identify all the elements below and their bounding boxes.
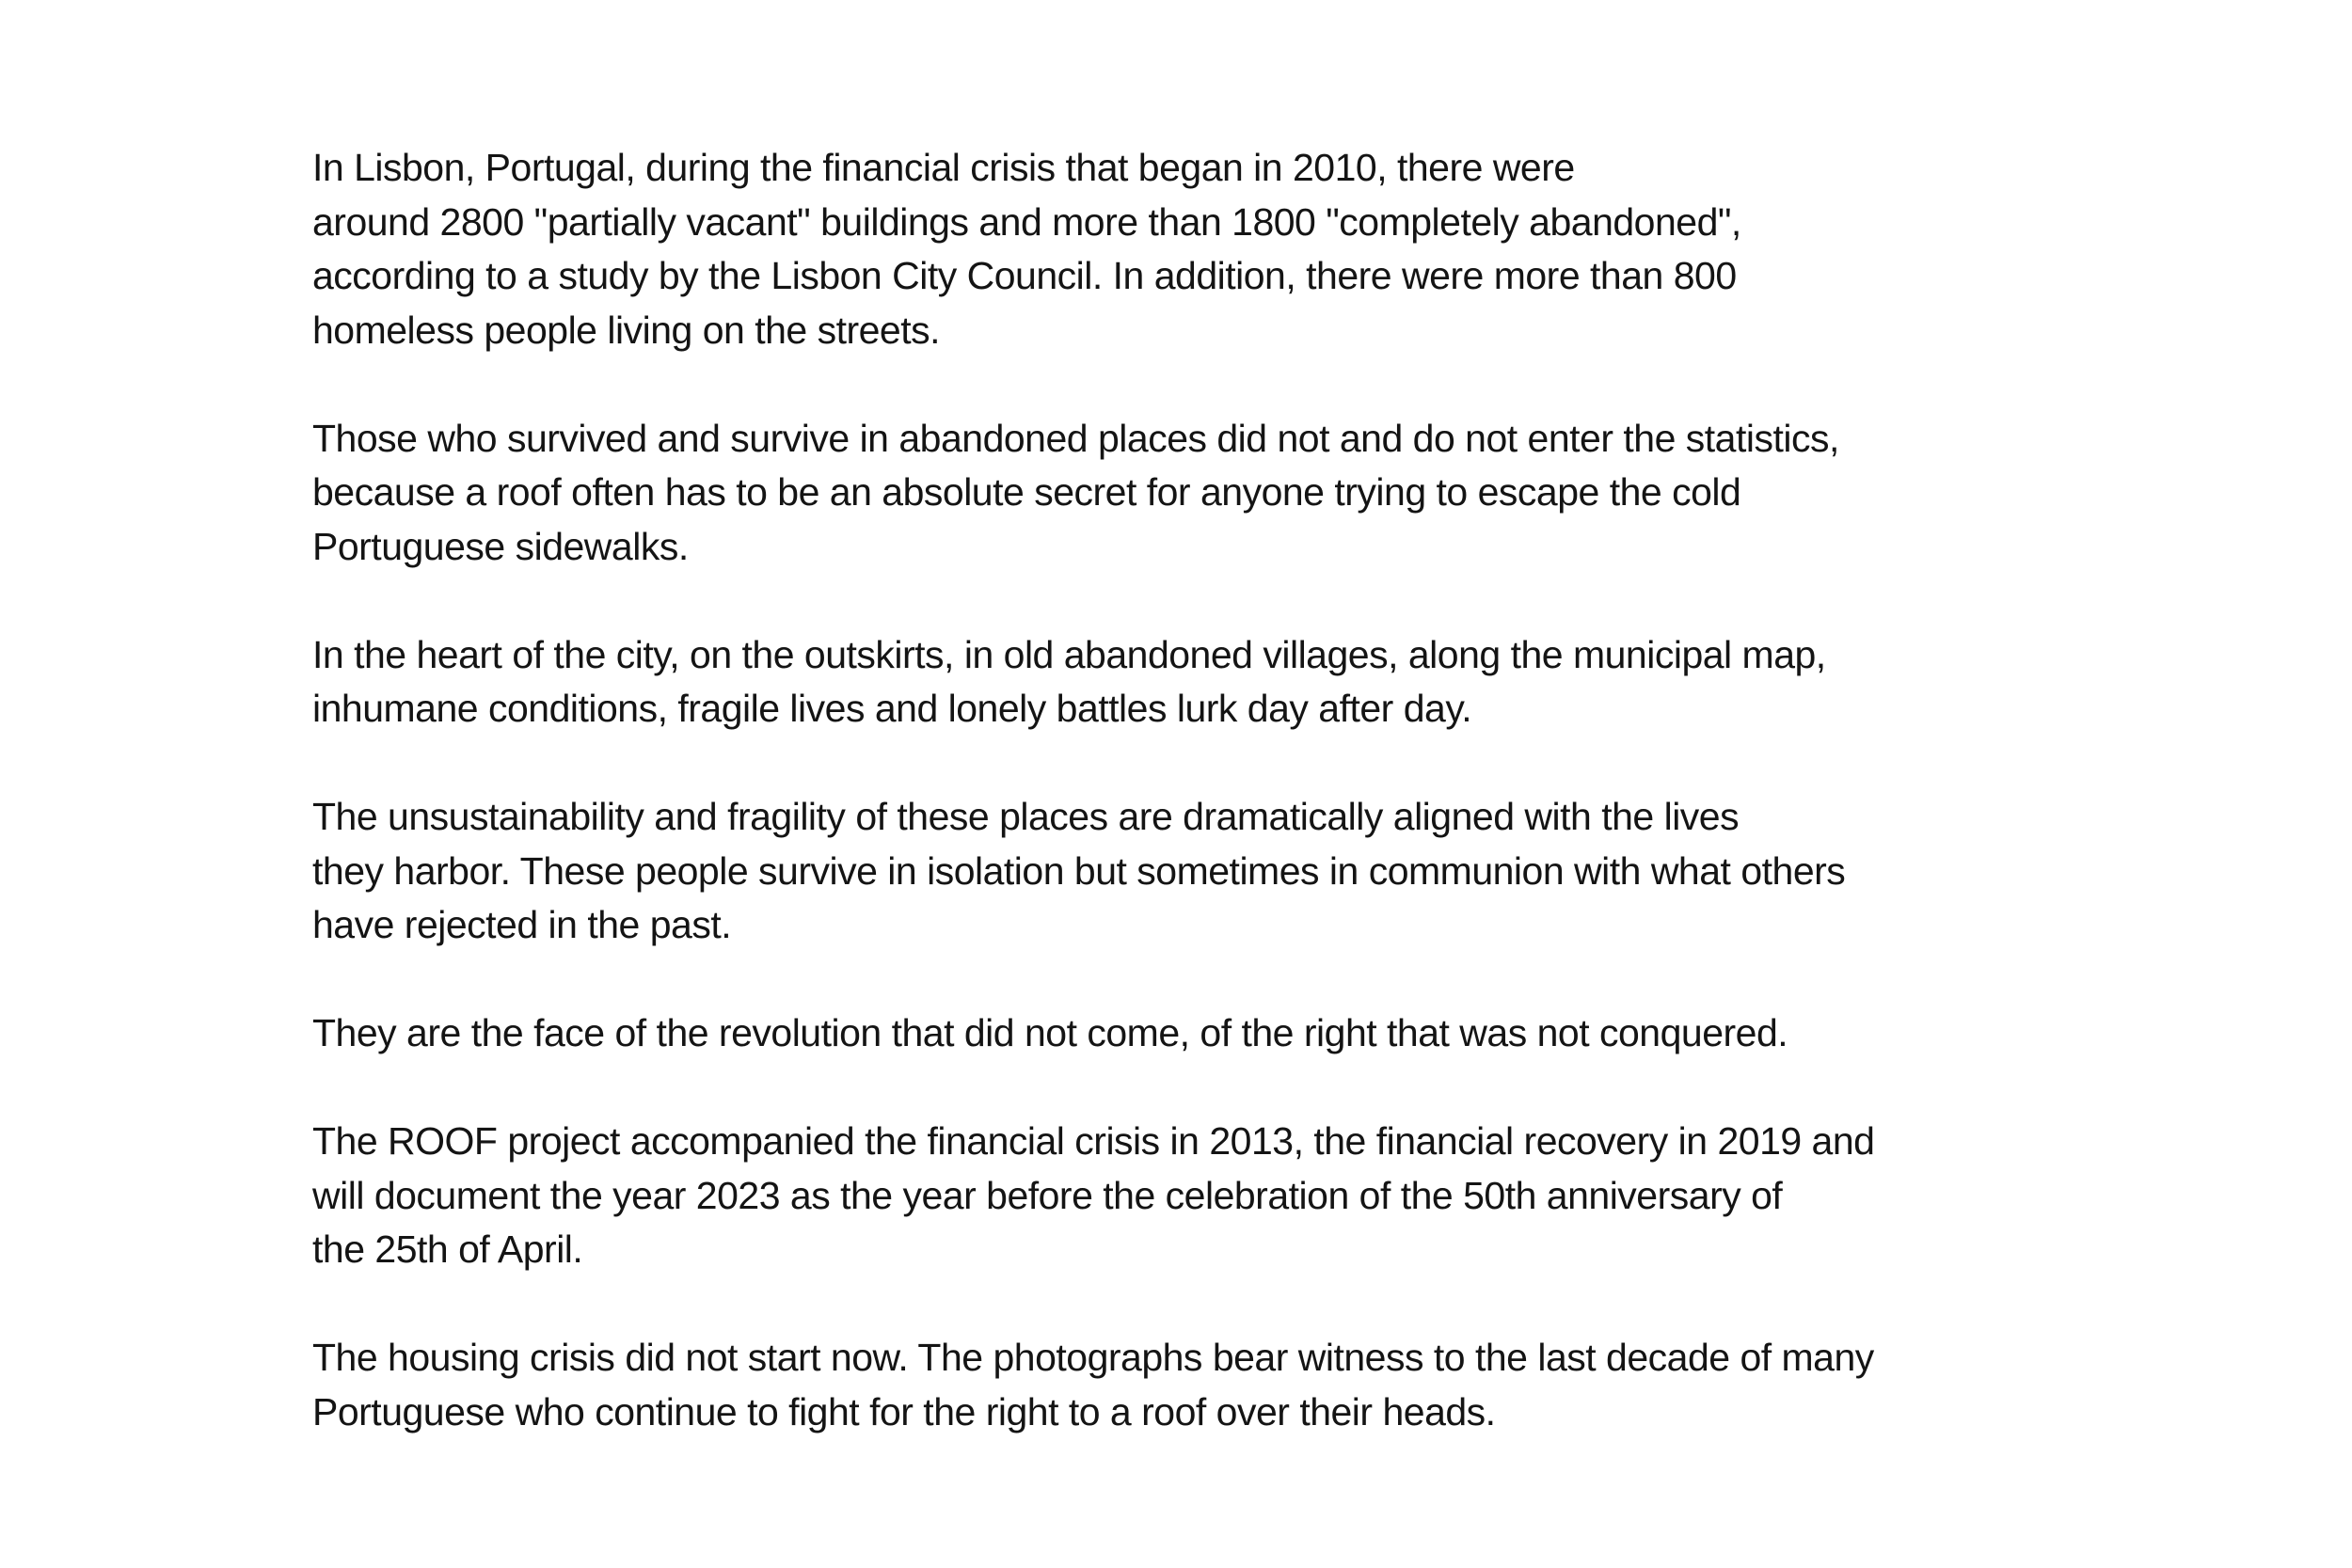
text-line: The ROOF project accompanied the financial crisis in 2013, the financial recovery in 2019 and	[312, 1119, 1875, 1163]
text-line: Those who survived and survive in abandoned places did not and do not enter the statistics,	[312, 416, 1839, 460]
text-line: The housing crisis did not start now. The photographs bear witness to the last decade of many	[312, 1336, 1874, 1379]
text-line: because a roof often has to be an absolute secret for anyone trying to escape the cold	[312, 470, 1741, 514]
paragraph-lisbon-statistics	[312, 141, 2194, 357]
paragraph-housing-crisis	[312, 1331, 2194, 1439]
text-line: they harbor. These people survive in isolation but sometimes in communion with what others	[312, 848, 1846, 893]
text-line: In Lisbon, Portugal, during the financial crisis that began in 2010, there were	[312, 146, 1575, 189]
text-line: homeless people living on the streets.	[312, 308, 941, 352]
paragraph-unsustainability	[312, 790, 2194, 953]
text-line: The unsustainability and fragility of these places are dramatically aligned with the lives	[312, 795, 1740, 838]
paragraph-survivors	[312, 412, 2194, 575]
text-line: the 25th of April.	[312, 1227, 583, 1271]
text-line: according to a study by the Lisbon City Council. In addition, there were more than 800	[312, 254, 1737, 297]
text-line: Portuguese who continue to fight for the right to a roof over their heads.	[312, 1389, 1496, 1433]
paragraph-revolution	[312, 1006, 2194, 1061]
text-line: They are the face of the revolution that did not come, of the right that was not conquered.	[312, 1011, 1788, 1054]
text-line: have rejected in the past.	[312, 903, 732, 946]
text-line: around 2800 "partially vacant" buildings and more than 1800 "completely abandoned",	[312, 199, 1741, 244]
paragraph-roof-project	[312, 1115, 2194, 1277]
body-text	[312, 141, 2194, 1439]
text-line: Portuguese sidewalks.	[312, 524, 689, 568]
paragraph-city-heart	[312, 628, 2194, 736]
text-line: In the heart of the city, on the outskirts, in old abandoned villages, along the municipal map,	[312, 632, 1826, 676]
text-line: inhumane conditions, fragile lives and lonely battles lurk day after day.	[312, 687, 1472, 730]
text-line: will document the year 2023 as the year before the celebration of the 50th anniversary of	[312, 1173, 1783, 1217]
